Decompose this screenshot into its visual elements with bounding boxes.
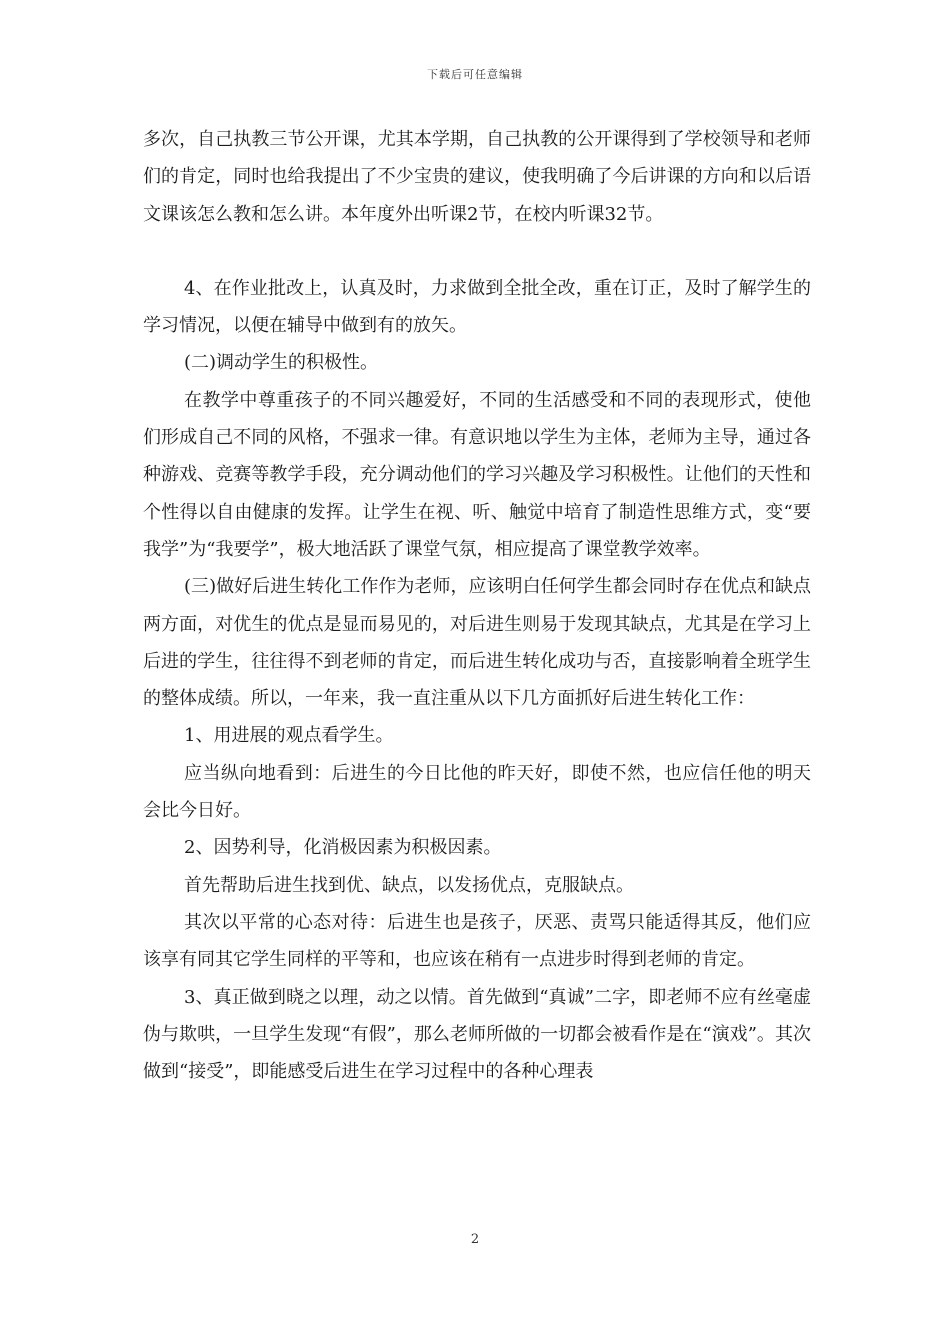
paragraph-item-1: 应当纵向地看到：后进生的今日比他的昨天好，即使不然，也应信任他的明天会比今日好。 xyxy=(143,762,811,822)
page-header-note: 下载后可任意编辑 xyxy=(427,68,523,81)
document-body xyxy=(143,121,811,1090)
list-item-2: 2、因势利导，化消极因素为积极因素。 xyxy=(184,837,502,859)
section-heading-motivation: (二)调动学生的积极性。 xyxy=(184,352,379,374)
paragraph-homework: 4、在作业批改上，认真及时，力求做到全批全改，重在订正，及时了解学生的学习情况，以便在辅导中做到有的放矢。 xyxy=(143,277,811,337)
paragraph-continuation: 多次，自己执教三节公开课，尤其本学期，自己执教的公开课得到了学校领导和老师们的肯定，同时也给我提出了不少宝贵的建议，使我明确了今后讲课的方向和以后语文课该怎么教和怎么讲。本年度外出听课2节，在校内听课32节。 xyxy=(143,129,811,225)
paragraph-motivation: 在教学中尊重孩子的不同兴趣爱好，不同的生活感受和不同的表现形式，使他们形成自己不同的风格，不强求一律。有意识地以学生为主体，老师为主导，通过各种游戏、竞赛等教学手段，充分调动他们的学习兴趣及学习积极性。让他们的天性和个性得以自由健康的发挥。让学生在视、听、触觉中培育了制造性思维方式，变“要我学”为“我要学”，极大地活跃了课堂气氛，相应提高了课堂教学效率。 xyxy=(143,389,811,560)
list-item-3: 3、真正做到晓之以理，动之以情。首先做到“真诚”二字，即老师不应有丝毫虚伪与欺哄，一旦学生发现“有假”，那么老师所做的一切都会被看作是在“演戏”。其次做到“接受”，即能感受后进生在学习过程中的各种心理表 xyxy=(143,986,811,1083)
list-item-1: 1、用进展的观点看学生。 xyxy=(184,725,394,747)
paragraph-underachievers: (三)做好后进生转化工作作为老师，应该明白任何学生都会同时存在优点和缺点两方面，对优生的优点是显而易见的，对后进生则易于发现其缺点，尤其是在学习上后进的学生，往往得不到老师的肯定，而后进生转化成功与否，直接影响着全班学生的整体成绩。所以，一年来，我一直注重从以下几方面抓好后进生转化工作： xyxy=(143,576,811,710)
page-number: 2 xyxy=(470,1232,480,1247)
paragraph-item-2b: 其次以平常的心态对待：后进生也是孩子，厌恶、责骂只能适得其反，他们应该享有同其它学生同样的平等和，也应该在稍有一点进步时得到老师的肯定。 xyxy=(143,911,811,971)
paragraph-item-2a: 首先帮助后进生找到优、缺点，以发扬优点，克服缺点。 xyxy=(184,874,634,896)
